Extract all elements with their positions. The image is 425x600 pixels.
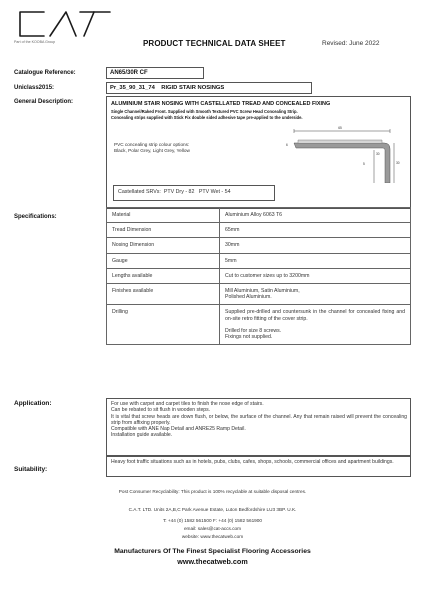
spec-key: Drilling xyxy=(107,305,220,345)
spec-value xyxy=(220,253,411,268)
specifications-label: Specifications: xyxy=(14,214,57,220)
srv-values: Castellated SRVs: PTV Dry - 82 PTV Wet - 54 xyxy=(118,189,231,195)
specifications-table xyxy=(106,207,411,345)
application-line: For use with carpet and carpet tiles to finish the nose edge of stairs. xyxy=(111,401,264,407)
general-description-line-1: Single Channel/Raked Front. Supplied with Smooth Textured PVC Screw Head Concealing Strip. xyxy=(111,109,298,114)
spec-row xyxy=(107,284,411,305)
spec-value-line: Polished Aluminium. xyxy=(225,294,272,301)
revised-date: Revised: June 2022 xyxy=(322,40,380,47)
spec-key: Nosing Dimension xyxy=(107,238,220,253)
company-address: C.A.T. LTD. Units 2A,B,C Park Avenue Estate, Luton Bedfordshire LU3 3BP. U.K. xyxy=(128,507,297,512)
diagram-label-top: 65 xyxy=(338,126,342,130)
website-link[interactable]: www.thecatweb.com xyxy=(177,557,248,566)
application-label: Application: xyxy=(14,400,52,407)
application-line: It is vital that screw heads are down flush, or below, the surface of the channel. Any that remain raised will prevent the concealing strip from affixing properly. xyxy=(111,413,407,426)
general-description-line-2: Concealing strips supplied with Stick Fix double sided adhesive tape pre-applied to the underside. xyxy=(111,115,303,120)
svg-text:CAT: CAT xyxy=(59,26,61,27)
spec-value-line: 30mm xyxy=(225,242,240,249)
logo-subtitle: Part of the KOOBA Group xyxy=(14,40,56,44)
uniclass-value: Pr_35_90_31_74 RIGID STAIR NOSINGS xyxy=(110,85,225,91)
diagram-label-bottom: 5 xyxy=(363,162,365,166)
company-tagline: Manufacturers Of The Finest Specialist Flooring Accessories xyxy=(114,548,311,555)
spec-value-line: Cut to customer sizes up to 3200mm xyxy=(225,272,310,279)
spec-value-line: Fixings not supplied. xyxy=(225,334,273,341)
spec-key: Material xyxy=(107,208,220,223)
general-description-title: ALUMINIUM STAIR NOSING WITH CASTELLATED TREAD AND CONCEALED FIXING xyxy=(111,101,331,107)
spec-key: Gauge xyxy=(107,253,220,268)
spec-key: Lengths available xyxy=(107,268,220,283)
general-description-label: General Description: xyxy=(14,99,74,105)
recyclability-note: Post Consumer Recyclability: This product is 100% recyclable at suitable disposal centres. xyxy=(118,489,307,494)
strip-colours-list: Black, Polar Grey, Light Grey, Yellow xyxy=(114,148,190,153)
spec-value xyxy=(220,223,411,238)
spec-value-line: Mill Aluminium, Satin Aluminium, xyxy=(225,288,300,295)
company-email: email: sales@cat-accs.com xyxy=(183,526,242,531)
strip-colours-heading: PVC concealing strip colour options: xyxy=(114,142,190,147)
suitability-text: Heavy foot traffic situations such as in hotels, pubs, clubs, cafes, shops, schools, commercial offices and apartment buildings. xyxy=(111,459,394,465)
spec-row xyxy=(107,223,411,238)
spec-value xyxy=(220,284,411,305)
diagram-label-left: 6 xyxy=(286,143,288,147)
suitability-label: Suitability: xyxy=(14,466,48,473)
spec-row xyxy=(107,268,411,283)
company-phone: T: +44 (0) 1582 561500 F: +44 (0) 1582 561900 xyxy=(162,518,263,523)
diagram-label-right-inner: 30 xyxy=(376,152,380,156)
spec-value-line: 65mm xyxy=(225,227,240,234)
spec-row xyxy=(107,253,411,268)
application-line: Compatible with ANE Nap Detail and ANRE25 Ramp Detail. xyxy=(111,426,246,433)
spec-value xyxy=(220,305,411,345)
document-title: PRODUCT TECHNICAL DATA SHEET xyxy=(143,39,286,48)
application-line: Installation guide available. xyxy=(111,432,173,439)
catalogue-value: AN65/30R CF xyxy=(110,70,148,76)
application-line: Can be rebated to sit flush in wooden steps. xyxy=(111,407,211,414)
spec-row xyxy=(107,238,411,253)
diagram-label-right-outer: 30 xyxy=(396,161,400,165)
company-website: website: www.thecatweb.com xyxy=(181,534,244,539)
spec-value-line: 5mm xyxy=(225,257,237,264)
application-text xyxy=(111,401,407,439)
spec-value-line: Aluminium Alloy 6063 T6 xyxy=(225,212,282,218)
spec-value xyxy=(220,238,411,253)
spec-value-line: Drilled for size 8 screws. xyxy=(225,328,282,335)
spec-value-line: Supplied pre-drilled and countersunk in the channel for concealed fixing and on-site retro fitting of the cover strip. xyxy=(225,309,405,322)
spec-row xyxy=(107,305,411,345)
spec-key: Tread Dimension xyxy=(107,223,220,238)
spec-row xyxy=(107,208,411,223)
catalogue-label: Catalogue Reference: xyxy=(14,70,76,76)
spec-value xyxy=(220,208,411,223)
spec-key: Finishes available xyxy=(107,284,220,305)
spec-value xyxy=(220,268,411,283)
nosing-profile-diagram xyxy=(284,123,409,183)
uniclass-label: Uniclass2015: xyxy=(14,85,55,91)
